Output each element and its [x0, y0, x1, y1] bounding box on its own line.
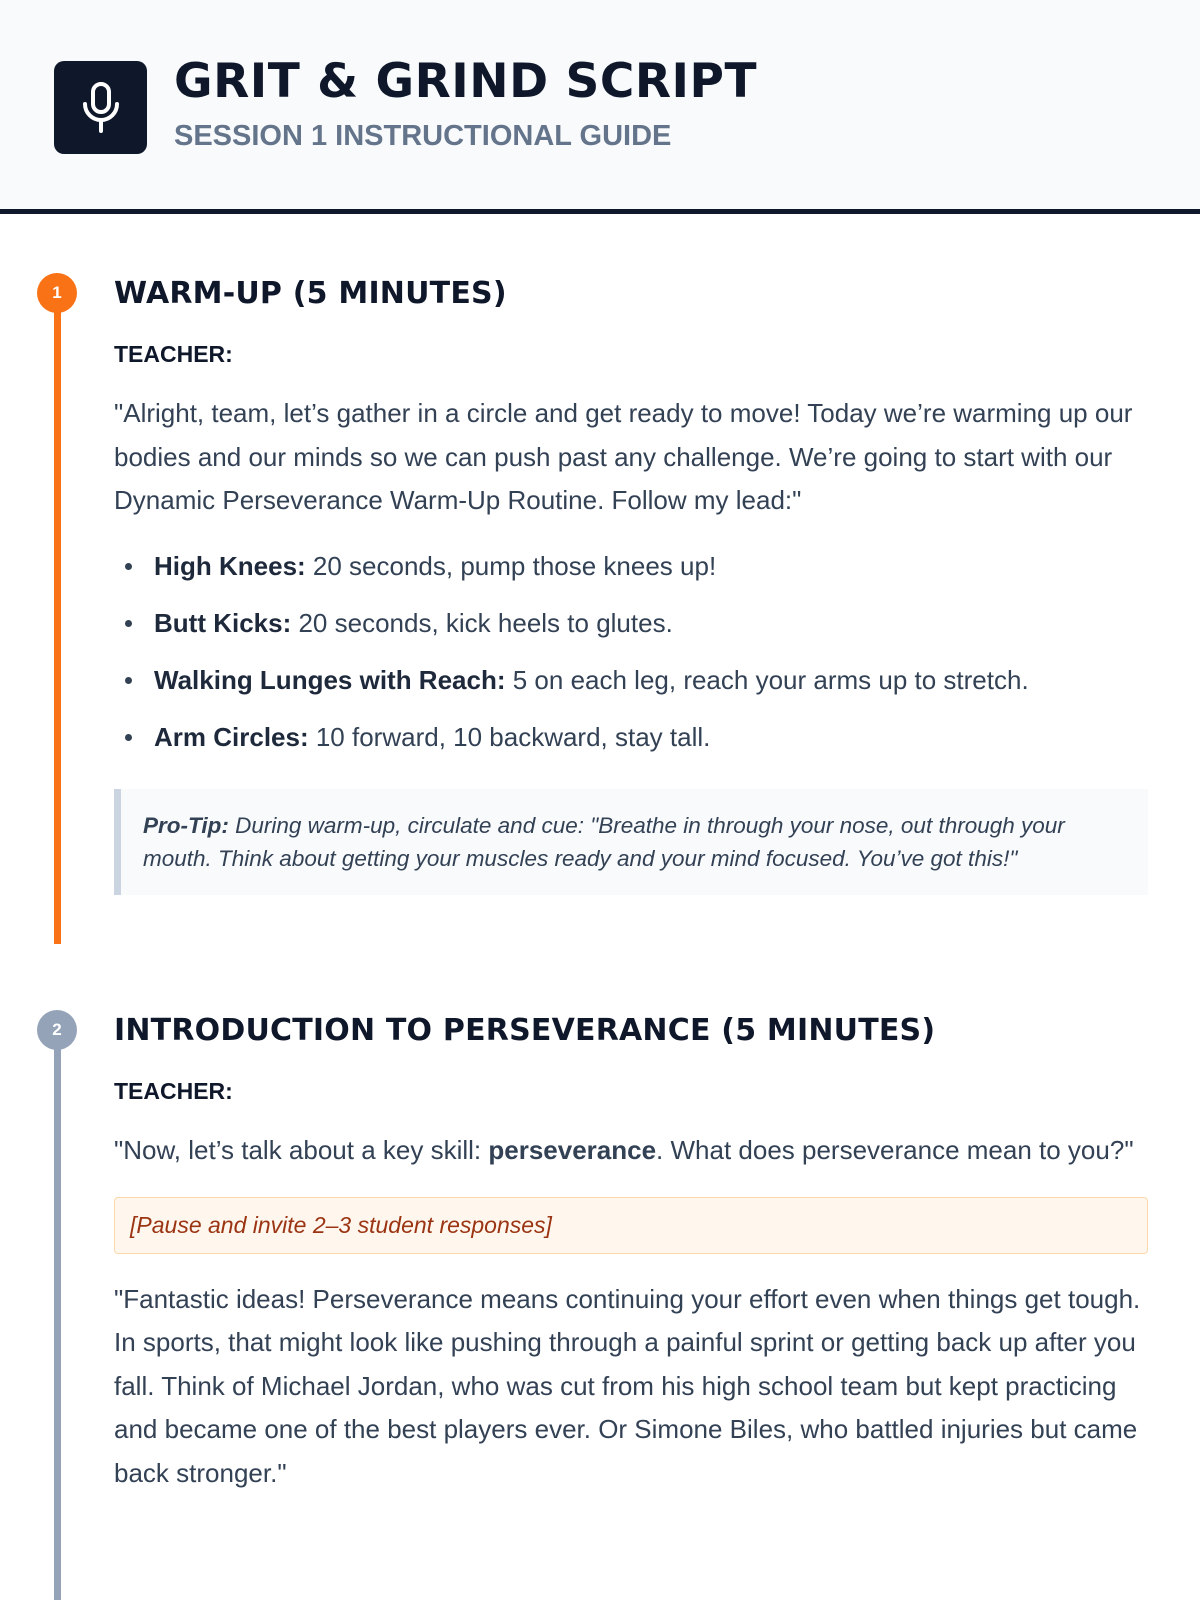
- section-title: WARM-UP (5 MINUTES): [114, 276, 507, 311]
- page-title: GRIT & GRIND SCRIPT: [174, 54, 758, 109]
- speaker-label: TEACHER:: [114, 341, 233, 367]
- teacher-explanation: "Fantastic ideas! Perseverance means continuing your effort even when things get tough. In sports, that might look like pushing through a painful sprint or getting back up after you fall. Think of Michael Jordan, who was cut from his high school team but kept practicing and became one of the best players ever. Or Simone Biles, who battled injuries but came back stronger.": [114, 1283, 1141, 1488]
- bullet-icon: [125, 563, 132, 570]
- pro-tip-text: During warm-up, circulate and cue: "Breathe in through your nose, out through your mouth. Think about getting your muscles ready and your mind focused. You’ve got this!": [143, 812, 1065, 871]
- pro-tip-callout: [114, 789, 1148, 895]
- section-introduction-to-perseverance: [114, 1013, 1148, 1495]
- section-warm-up: [114, 276, 1148, 895]
- page-header: [0, 0, 1200, 214]
- list-item: Arm Circles: 10 forward, 10 backward, stay tall.: [114, 720, 1148, 777]
- exercise-list: [114, 549, 1148, 777]
- timeline-line-step-2: [54, 1030, 61, 1600]
- page-subtitle: SESSION 1 INSTRUCTIONAL GUIDE: [174, 120, 672, 152]
- pro-tip-label: Pro-Tip:: [143, 812, 229, 838]
- bullet-icon: [125, 677, 132, 684]
- bullet-icon: [125, 734, 132, 741]
- timeline-line-step-1: [54, 294, 61, 944]
- bullet-icon: [125, 620, 132, 627]
- list-item: Butt Kicks: 20 seconds, kick heels to glutes.: [114, 606, 1148, 663]
- speaker-label: TEACHER:: [114, 1078, 233, 1104]
- keyword-perseverance: perseverance: [488, 1135, 657, 1165]
- step-badge-1: 1: [37, 273, 77, 313]
- section-title: INTRODUCTION TO PERSEVERANCE (5 MINUTES): [114, 1013, 936, 1048]
- teacher-script: "Alright, team, let’s gather in a circle and get ready to move! Today we’re warming up our bodies and our minds so we can push past any challenge. We’re going to start with our Dynamic Perseverance Warm-Up Routine. Follow my lead:": [114, 398, 1133, 515]
- teacher-question: "Now, let’s talk about a key skill: perseverance. What does perseverance mean to you?": [114, 1135, 1134, 1165]
- microphone-icon: [54, 61, 147, 154]
- pause-note: [Pause and invite 2–3 student responses]: [114, 1197, 1148, 1254]
- step-badge-2: 2: [37, 1010, 77, 1050]
- list-item: Walking Lunges with Reach: 5 on each leg, reach your arms up to stretch.: [114, 663, 1148, 720]
- list-item: High Knees: 20 seconds, pump those knees up!: [114, 549, 1148, 606]
